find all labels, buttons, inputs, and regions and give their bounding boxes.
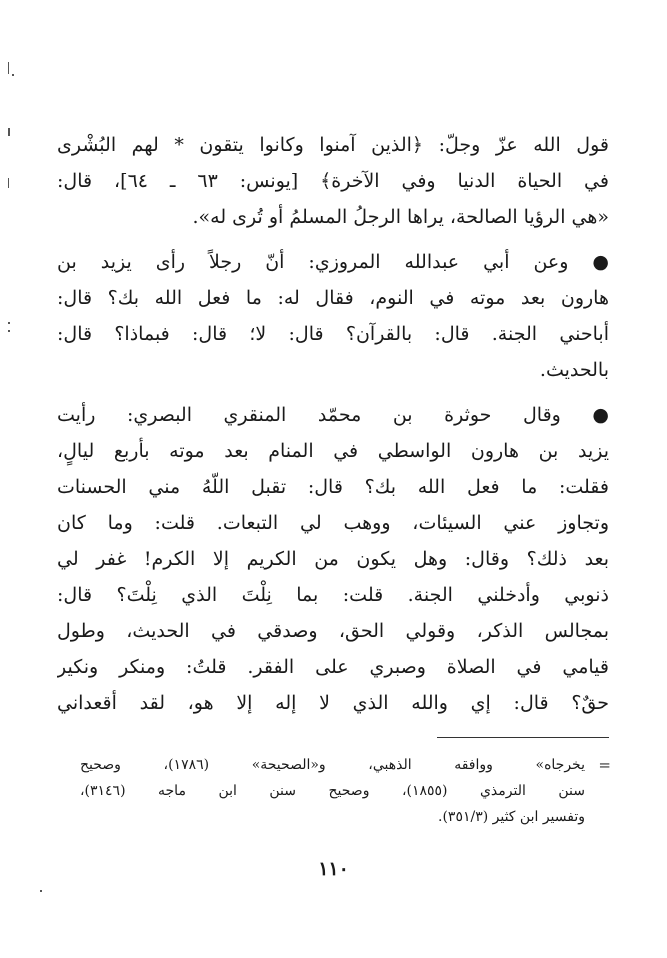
page-number: ١١٠ — [318, 858, 349, 880]
body-line-1: قول الله عزّ وجلّ: ﴿الذين آمنوا وكانوا يتقون * لهم البُشْرى — [57, 134, 609, 156]
scan-speck — [12, 74, 14, 76]
scan-speck — [8, 62, 9, 74]
body-line-6: أباحني الجنة. قال: بالقرآن؟ قال: لا؛ قال: فبماذا؟ قال: — [57, 323, 609, 345]
body-line-12: بعد ذلك؟ وقال: وهل يكون من الكريم إلا الكرم! غفر لي — [57, 548, 609, 570]
body-line-13: ذنوبي وأدخلني الجنة. قلت: بما نِلْتَ الذي نِلْتَ؟ قال: — [57, 584, 609, 606]
footnote-line-1: يخرجاه» ووافقه الذهبي، و«الصحيحة» (١٧٨٦)، وصحيح — [80, 757, 585, 773]
body-line-2: في الحياة الدنيا وفي الآخرة﴾ [يونس: ٦٣ ـ ٦٤]، قال: — [57, 170, 609, 192]
footnote-continuation-mark: = — [598, 756, 611, 774]
body-line-11: وتجاوز عني السيئات، ووهب لي التبعات. قلت: وما كان — [57, 512, 609, 534]
body-line-9: يزيد بن هارون الواسطي في المنام بعد موته بأربع ليالٍ، — [57, 440, 609, 462]
scan-speck — [8, 178, 9, 188]
footnote-line-2: سنن الترمذي (١٨٥٥)، وصحيح سنن ابن ماجه (٣١٤٦)، — [80, 783, 585, 799]
body-line-5: هارون بعد موته في النوم، فقال له: ما فعل الله بك؟ قال: — [57, 287, 609, 309]
body-line-3: «هي الرؤيا الصالحة، يراها الرجلُ المسلمُ أو تُرى له». — [192, 206, 609, 228]
scan-speck — [8, 322, 10, 324]
body-line-8: ● وقال حوثرة بن محمّد المنقري البصري: رأيت — [57, 404, 609, 426]
scan-speck — [8, 128, 10, 136]
footnote-line-3: وتفسير ابن كثير (٣٥١/٣). — [438, 809, 585, 825]
body-line-7: بالحديث. — [539, 359, 609, 381]
body-line-4: ● وعن أبي عبدالله المروزي: أنّ رجلاً رأى يزيد بن — [57, 251, 609, 273]
scan-speck — [40, 890, 42, 892]
body-line-16: حقٌ؟ قال: إي والله الذي لا إله إلا هو، لقد أقعداني — [57, 692, 609, 714]
body-line-15: قيامي في الصلاة وصبري على الفقر. قلتُ: ومنكر ونكير — [57, 656, 609, 678]
footnote-separator — [437, 737, 609, 738]
scan-speck — [8, 330, 10, 332]
body-line-10: فقلت: ما فعل الله بك؟ قال: تقبل اللّهُ مني الحسنات — [57, 476, 609, 498]
body-line-14: بمجالس الذكر، وقولي الحق، وصدقي في الحديث، وطول — [57, 620, 609, 642]
